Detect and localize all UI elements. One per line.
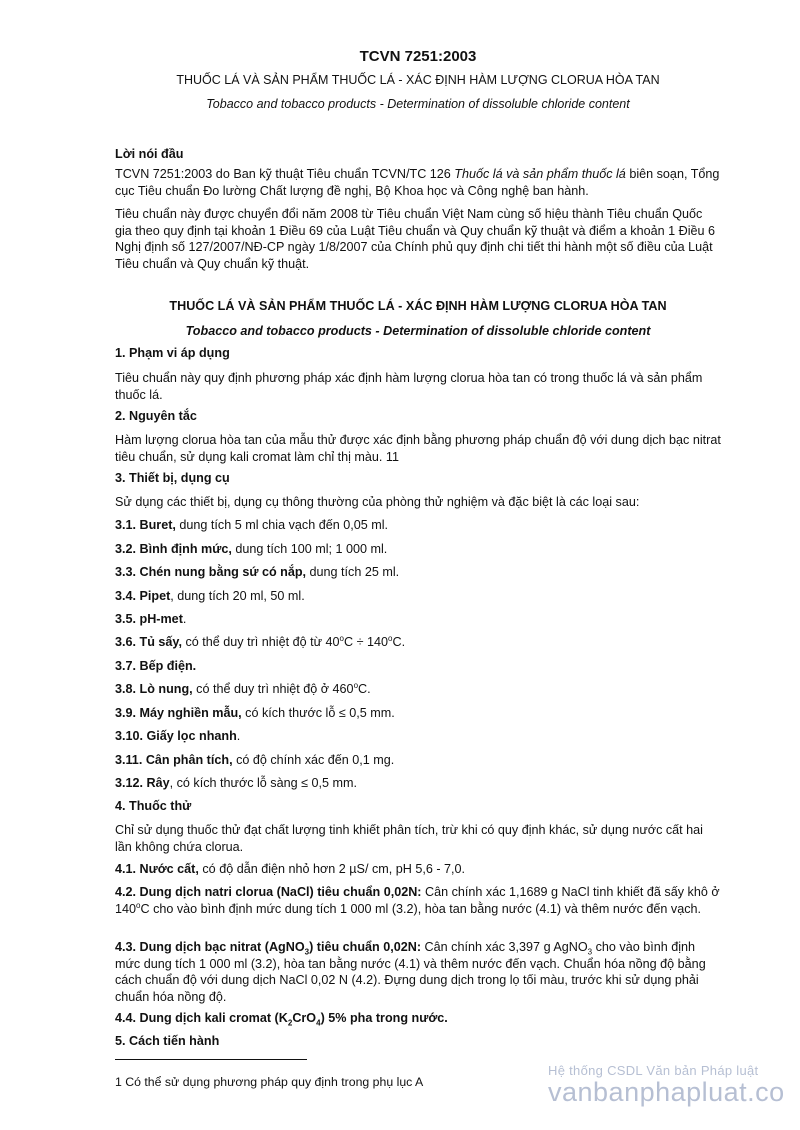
title-vi: THUỐC LÁ VÀ SẢN PHẨM THUỐC LÁ - XÁC ĐỊNH HÀM LƯỢNG CLORUA HÒA TAN <box>176 73 660 87</box>
section-5-heading: 5. Cách tiến hành <box>115 1034 220 1048</box>
item-3-4 <box>115 588 721 605</box>
watermark-line-1: Hệ thống CSDL Văn bản Pháp luật <box>548 1063 759 1078</box>
foreword-heading: Lời nói đầu <box>115 147 184 161</box>
item-text: có thể duy trì nhiệt độ từ 40 <box>181 635 340 649</box>
item-label: ) 5% pha trong nước. <box>320 1011 448 1025</box>
section-4-heading: 4. Thuốc thử <box>115 799 192 813</box>
item-3-3 <box>115 564 721 581</box>
section-2-heading: 2. Nguyên tắc <box>115 409 197 423</box>
foreword-paragraph-2: Tiêu chuẩn này được chuyển đổi năm 2008 từ Tiêu chuẩn Việt Nam cùng số hiệu thành Tiêu chuẩn Quốc gia theo quy định tại khoản 1 Điều 69 của Luật Tiêu chuẩn và Quy chuẩn kỹ thuật và điểm a khoản 1 Điều 6 Nghị định số 127/2007/NĐ-CP ngày 1/8/2007 của Chính phủ quy định chi tiết thi hành một số điều của Luật Tiêu chuẩn và Quy chuẩn kỹ thuật. <box>115 207 716 271</box>
item-text: dung tích 100 ml; 1 000 ml. <box>231 542 388 556</box>
item-3-8 <box>115 681 721 698</box>
item-label: CrO <box>292 1011 317 1025</box>
subscript: 4 <box>316 1018 321 1028</box>
degree-sup: o <box>353 680 359 690</box>
item-3-11 <box>115 752 721 769</box>
standard-code: TCVN 7251:2003 <box>359 48 477 65</box>
item-text: C. <box>392 635 406 649</box>
item-label: 3.10. Giấy lọc nhanh <box>115 729 237 743</box>
item-4-1 <box>115 861 721 878</box>
item-text: , dung tích 20 ml, 50 ml. <box>170 589 305 603</box>
item-label: ) tiêu chuẩn 0,02N: <box>309 940 422 954</box>
item-label: 3.5. pH-met <box>115 612 183 626</box>
degree-sup: o <box>136 900 141 910</box>
title-en: Tobacco and tobacco products - Determination of dissoluble chloride content <box>206 97 630 111</box>
item-text: có độ chính xác đến 0,1 mg. <box>232 753 395 767</box>
item-text: C ÷ 140 <box>343 635 389 649</box>
item-3-12 <box>115 775 721 792</box>
item-text: Cân chính xác 1,1689 g NaCl tinh khiết đã sấy khô ở 140 <box>115 885 720 916</box>
section-1-heading: 1. Phạm vi áp dụng <box>115 346 230 360</box>
item-text: C. <box>358 682 371 696</box>
item-text: cho vào bình định mức dung tích 1 000 ml (3.2), hòa tan bằng nước (4.1) và thêm nước đến vạch. Chuẩn hóa nồng độ bằng cách chuẩn độ với dung dịch NaCl 0,02 N (4.2). Đựng dung dịch trong lọ tối màu, trước khi sử dụng phải chuẩn hóa nồng độ. <box>115 940 706 1004</box>
body-title-vi: THUỐC LÁ VÀ SẢN PHẨM THUỐC LÁ - XÁC ĐỊNH HÀM LƯỢNG CLORUA HÒA TAN <box>169 299 667 313</box>
item-3-10 <box>115 728 721 745</box>
footnote-divider <box>115 1059 307 1060</box>
item-label: 3.11. Cân phân tích, <box>115 753 233 767</box>
item-label: 4.3. Dung dịch bạc nitrat (AgNO <box>115 940 305 954</box>
item-label: 4.4. Dung dịch kali cromat (K <box>115 1011 288 1025</box>
item-label: 3.1. Buret, <box>115 518 176 532</box>
item-text: . <box>182 612 187 626</box>
item-label: 4.1. Nước cất, <box>115 862 199 876</box>
degree-sup: o <box>388 633 393 643</box>
item-label: 3.2. Bình định mức, <box>115 542 232 556</box>
item-4-2 <box>115 884 721 917</box>
section-3-intro: Sử dụng các thiết bị, dụng cụ thông thường của phòng thử nghiệm và đặc biệt là các loại sau: <box>115 495 640 509</box>
text: TCVN 7251:2003 do Ban kỹ thuật Tiêu chuẩn TCVN/TC 126 <box>115 167 455 181</box>
item-3-5 <box>115 611 721 628</box>
item-3-2 <box>115 541 721 558</box>
section-1-text: Tiêu chuẩn này quy định phương pháp xác định hàm lượng clorua hòa tan có trong thuốc lá và sản phẩm thuốc lá. <box>115 371 703 402</box>
item-label: 4.2. Dung dịch natri clorua (NaCl) tiêu chuẩn 0,02N: <box>115 885 422 899</box>
item-label: 3.6. Tủ sấy, <box>115 635 182 649</box>
item-text: C cho vào bình định mức dung tích 1 000 ml (3.2), hòa tan bằng nước (4.1) và thêm nước đến vạch. <box>140 901 702 916</box>
item-3-9 <box>115 705 721 722</box>
text-italic: Thuốc lá và sản phẩm thuốc lá <box>454 167 626 181</box>
item-text: . <box>236 729 241 743</box>
degree-sup: o <box>339 633 344 643</box>
item-text: có kích thước lỗ ≤ 0,5 mm. <box>241 706 395 720</box>
item-label: 3.9. Máy nghiền mẫu, <box>115 706 242 720</box>
section-4-intro: Chỉ sử dụng thuốc thử đạt chất lượng tinh khiết phân tích, trừ khi có quy định khác, sử dụng nước cất hai lần không chứa clorua. <box>115 823 703 854</box>
subscript: 2 <box>287 1018 293 1028</box>
item-3-7 <box>115 658 721 675</box>
item-3-1 <box>115 517 721 534</box>
item-label: 3.4. Pipet <box>115 589 171 603</box>
item-text: dung tích 5 ml chia vạch đến 0,05 ml. <box>175 518 389 532</box>
footnote: 1 Có thể sử dụng phương pháp quy định trong phụ lục A <box>115 1075 424 1089</box>
item-text: , có kích thước lỗ sàng ≤ 0,5 mm. <box>169 776 358 790</box>
text: biên soạn, Tổng cục Tiêu chuẩn Đo lường Chất lượng đề nghị, Bộ Khoa học và Công nghệ ban hành. <box>115 167 720 198</box>
item-text: dung tích 25 ml. <box>306 565 400 579</box>
body-title-en: Tobacco and tobacco products - Determination of dissoluble chloride content <box>185 324 651 338</box>
section-2-text: Hàm lượng clorua hòa tan của mẫu thử được xác định bằng phương pháp chuẩn độ với dung dịch bạc nitrat tiêu chuẩn, sử dụng kali cromat làm chỉ thị màu. 11 <box>115 433 721 464</box>
subscript: 3 <box>304 947 310 957</box>
item-label: 3.7. Bếp điện. <box>115 659 197 673</box>
item-3-6 <box>115 634 721 651</box>
section-3-heading: 3. Thiết bị, dụng cụ <box>115 471 230 485</box>
item-4-3 <box>115 939 721 1005</box>
item-4-4 <box>115 1010 721 1027</box>
item-text: có độ dẫn điện nhỏ hơn 2 µS/ cm, pH 5,6 - 7,0. <box>198 862 466 876</box>
subscript: 3 <box>587 947 593 957</box>
item-label: 3.8. Lò nung, <box>115 682 193 696</box>
foreword-paragraph-1 <box>115 166 721 199</box>
watermark-line-2: vanbanphapluat.co <box>548 1077 785 1107</box>
item-text: Cân chính xác 3,397 g AgNO <box>421 940 588 954</box>
item-text: có thể duy trì nhiệt độ ở 460 <box>192 682 354 696</box>
item-label: 3.12. Rây <box>115 776 170 790</box>
item-label: 3.3. Chén nung bằng sứ có nắp, <box>115 565 307 579</box>
